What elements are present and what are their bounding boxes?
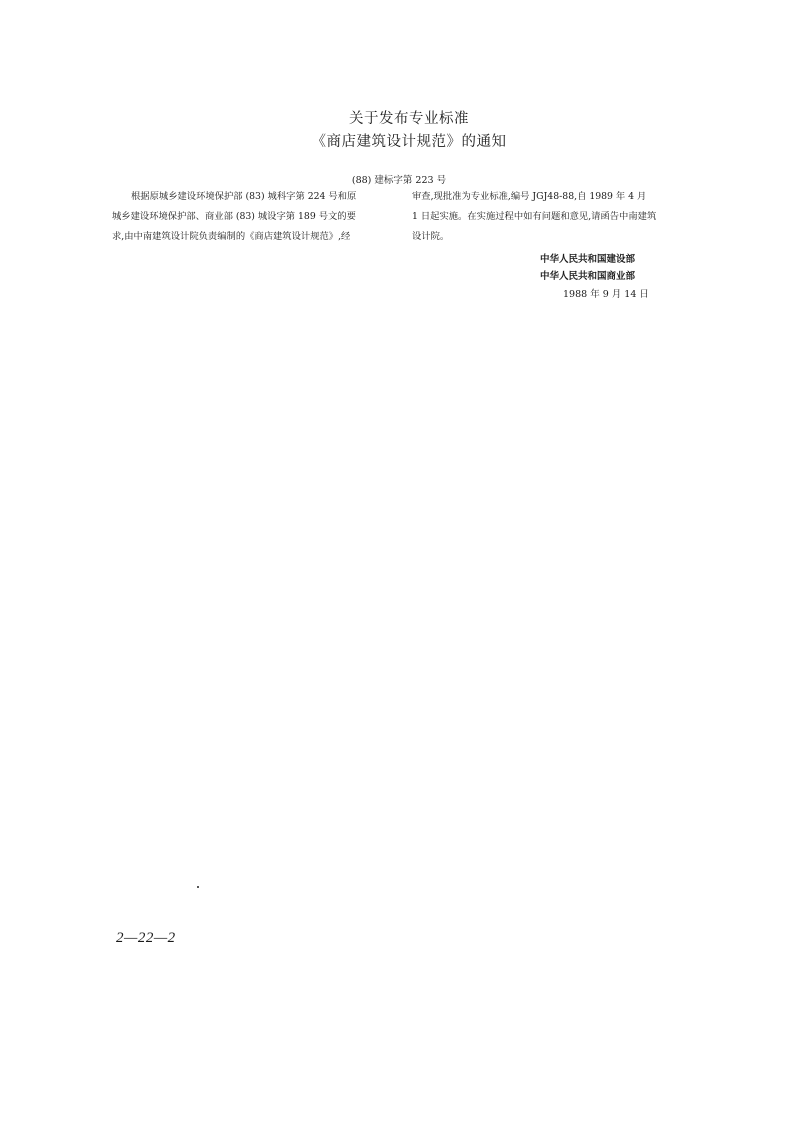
title-line-1: 关于发布专业标准	[349, 111, 469, 127]
issuer-ministry-construction: 中华人民共和国建设部	[540, 254, 636, 265]
issue-date: 1988 年 9 月 14 日	[563, 289, 649, 300]
body-line: 审查,现批准为专业标准,编号 JGJ48-88,自 1989 年 4 月	[412, 191, 647, 202]
title-line-2: 《商店建筑设计规范》的通知	[311, 134, 507, 150]
body-left-column	[112, 187, 397, 247]
body-line: 1 日起实施。在实施过程中如有问题和意见,请函告中南建筑	[412, 211, 657, 222]
page-number: 2—22—2	[116, 930, 176, 946]
body-line: 设计院。	[412, 231, 450, 242]
body-line: 求,由中南建筑设计院负责编制的《商店建筑设计规范》,经	[112, 231, 351, 242]
scan-speck	[197, 886, 199, 888]
issuer-ministry-commerce: 中华人民共和国商业部	[540, 271, 636, 282]
document-number: (88) 建标字第 223 号	[351, 175, 447, 186]
body-line: 根据原城乡建设环境保护部 (83) 城科字第 224 号和原	[131, 191, 357, 202]
body-right-column	[412, 187, 697, 247]
body-line: 城乡建设环境保护部、商业部 (83) 城设字第 189 号文的要	[112, 211, 356, 222]
